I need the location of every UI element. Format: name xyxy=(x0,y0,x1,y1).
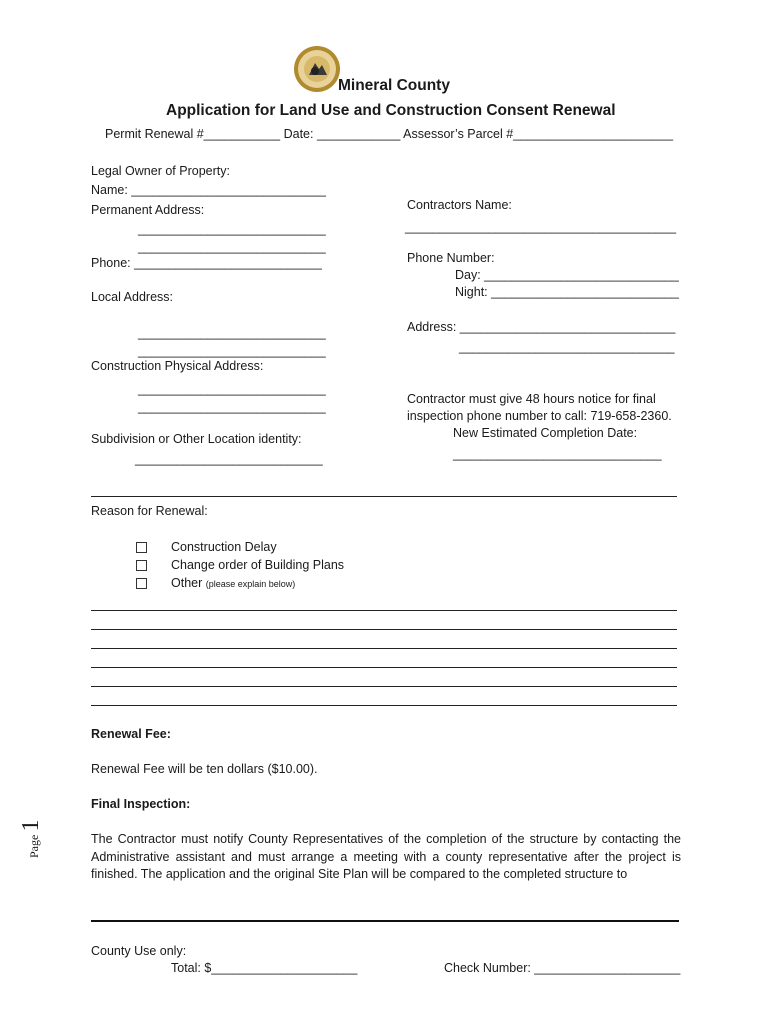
explain-line-2[interactable] xyxy=(91,629,677,630)
option-change-order: Change order of Building Plans xyxy=(171,558,345,572)
page-word: Page xyxy=(27,834,41,858)
check-number-field: Check Number: _____________________ xyxy=(444,961,681,975)
option-other-note: (please explain below) xyxy=(205,579,296,589)
construction-address-line-2: ___________________________ xyxy=(138,400,326,414)
explain-line-3[interactable] xyxy=(91,648,677,649)
section-divider xyxy=(91,496,677,497)
form-title: Application for Land Use and Construction Consent Renewal xyxy=(166,102,616,119)
permit-line: Permit Renewal #___________ Date: ____________ Assessor’s Parcel #_______________________ xyxy=(105,127,674,141)
checkbox-construction-delay[interactable] xyxy=(136,542,147,556)
permanent-address-line-1: ___________________________ xyxy=(138,222,326,236)
explain-line-4[interactable] xyxy=(91,667,677,668)
owner-name-field: Name: ____________________________ xyxy=(91,183,326,197)
contractor-night-phone: Night: ___________________________ xyxy=(455,285,679,299)
explain-line-5[interactable] xyxy=(91,686,677,687)
construction-address-label: Construction Physical Address: xyxy=(91,359,264,373)
option-construction-delay: Construction Delay xyxy=(171,540,277,554)
contractor-address-field: Address: _______________________________ xyxy=(407,320,676,334)
completion-date-label: New Estimated Completion Date: xyxy=(453,426,638,440)
legal-owner-heading: Legal Owner of Property: xyxy=(91,164,230,178)
notice-line-2: inspection phone number to call: 719-658-2360. xyxy=(407,409,672,423)
final-inspection-text: The Contractor must notify County Representatives of the completion of the structure by contacting the Administrative assistant and must arrange a meeting with a county representative after the project is finished. The application and the original Site Plan will be compared to the completed structure to xyxy=(91,832,681,881)
final-inspection-heading: Final Inspection: xyxy=(91,797,191,811)
county-seal-logo xyxy=(293,45,341,93)
page-number xyxy=(18,820,45,858)
option-other-label: Other xyxy=(171,576,203,590)
contractor-phone-label: Phone Number: xyxy=(407,251,495,265)
subdivision-label: Subdivision or Other Location identity: xyxy=(91,432,302,446)
county-use-label: County Use only: xyxy=(91,944,187,958)
construction-address-line-1: ___________________________ xyxy=(138,382,326,396)
owner-phone-field: Phone: ___________________________ xyxy=(91,256,322,270)
local-address-line-1: ___________________________ xyxy=(138,326,326,340)
heavy-divider xyxy=(91,920,679,922)
county-name: Mineral County xyxy=(338,77,450,94)
checkbox-other[interactable] xyxy=(136,578,147,592)
reason-label: Reason for Renewal: xyxy=(91,504,208,518)
contractor-name-line: _______________________________________ xyxy=(405,220,677,234)
option-other xyxy=(171,576,295,590)
checkbox-change-order[interactable] xyxy=(136,560,147,574)
explain-line-6[interactable] xyxy=(91,705,677,706)
contractor-address-line-2: _______________________________ xyxy=(459,340,675,354)
completion-date-line: ______________________________ xyxy=(453,447,662,461)
notice-line-1: Contractor must give 48 hours notice for final xyxy=(407,392,656,406)
local-address-line-2: ___________________________ xyxy=(138,344,326,358)
contractor-day-phone: Day: ____________________________ xyxy=(455,268,679,282)
total-field: Total: $_____________________ xyxy=(171,961,358,975)
permanent-address-line-2: ___________________________ xyxy=(138,240,326,254)
page-number-value: 1 xyxy=(18,819,44,832)
subdivision-line: ___________________________ xyxy=(135,452,323,466)
contractor-name-label: Contractors Name: xyxy=(407,198,512,212)
renewal-fee-text: Renewal Fee will be ten dollars ($10.00). xyxy=(91,762,318,776)
explain-line-1[interactable] xyxy=(91,610,677,611)
renewal-fee-heading: Renewal Fee: xyxy=(91,727,171,741)
local-address-label: Local Address: xyxy=(91,290,173,304)
permanent-address-label: Permanent Address: xyxy=(91,203,205,217)
